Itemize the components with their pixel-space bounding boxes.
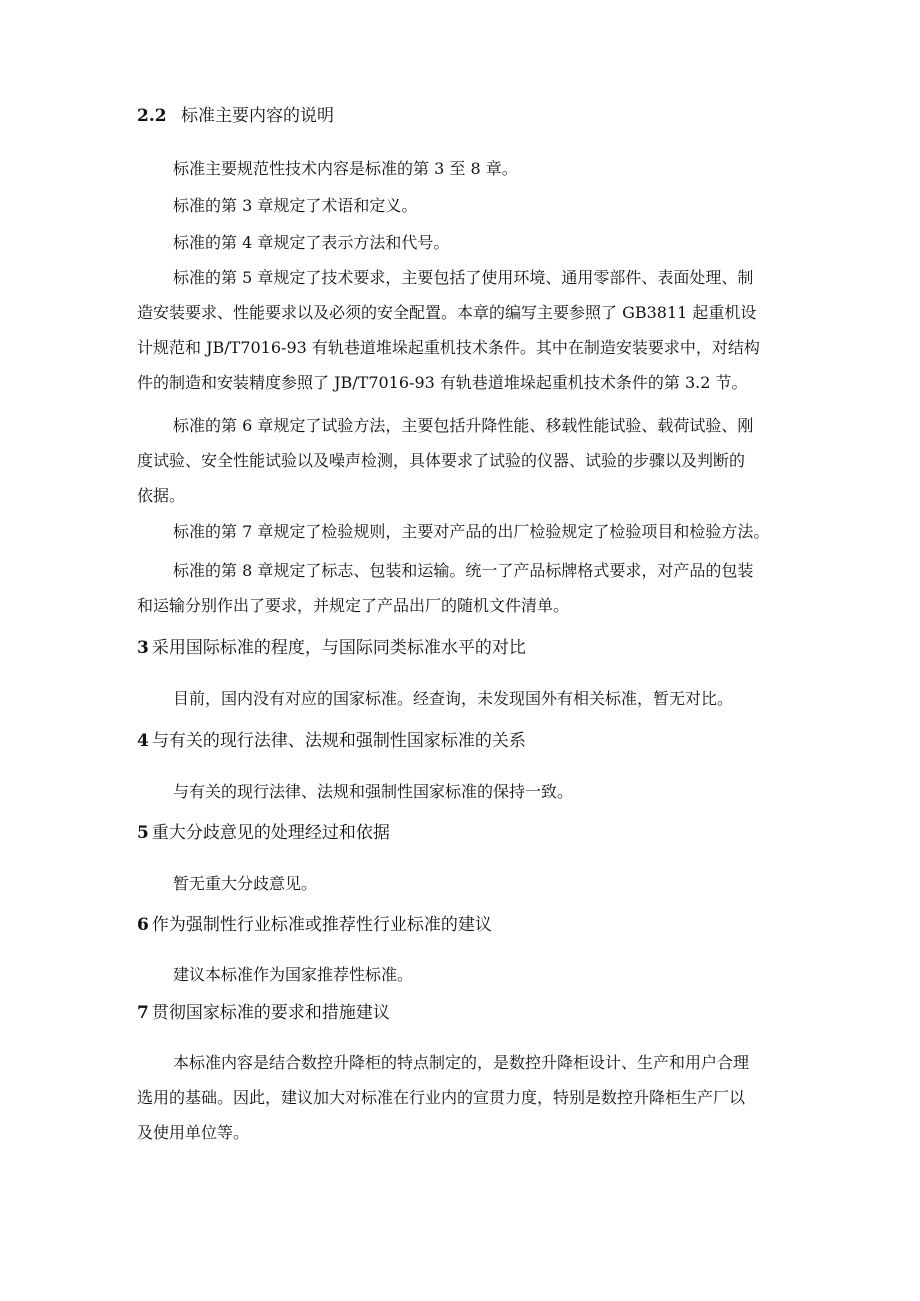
section-4-heading — [137, 730, 526, 752]
section-number: 4 — [137, 731, 149, 751]
section-title: 标准主要内容的说明 — [181, 106, 334, 126]
section-title: 重大分歧意见的处理经过和依据 — [151, 823, 390, 843]
paragraph-line: 标准的第 8 章规定了标志、包装和运输。统一了产品标牌格式要求，对产品的包装 — [173, 561, 754, 580]
paragraph: 与有关的现行法律、法规和强制性国家标准的保持一致。 — [173, 782, 574, 801]
section-title: 与有关的现行法律、法规和强制性国家标准的关系 — [151, 731, 526, 751]
section-title: 作为强制性行业标准或推荐性行业标准的建议 — [151, 915, 492, 935]
paragraph: 标准的第 4 章规定了表示方法和代号。 — [173, 233, 450, 252]
paragraph-line: 度试验、安全性能试验以及噪声检测，具体要求了试验的仪器、试验的步骤以及判断的 — [137, 451, 746, 470]
section-number: 2.2 — [137, 106, 167, 126]
paragraph-line: 标准的第 5 章规定了技术要求，主要包括了使用环境、通用零部件、表面处理、制 — [173, 268, 754, 287]
section-2-2-heading — [137, 105, 334, 127]
paragraph: 暂无重大分歧意见。 — [173, 874, 318, 893]
paragraph-line: 本标准内容是结合数控升降柜的特点制定的，是数控升降柜设计、生产和用户合理 — [173, 1053, 750, 1072]
section-number: 6 — [137, 915, 149, 935]
paragraph: 标准的第 7 章规定了检验规则，主要对产品的出厂检验规定了检验项目和检验方法。 — [173, 522, 770, 541]
paragraph: 标准的第 3 章规定了术语和定义。 — [173, 196, 418, 215]
paragraph-line: 标准的第 6 章规定了试验方法，主要包括升降性能、移载性能试验、载荷试验、刚 — [173, 416, 754, 435]
section-6-heading — [137, 914, 492, 936]
paragraph-line: 造安装要求、性能要求以及必须的安全配置。本章的编写主要参照了 GB3811 起重机设 — [137, 303, 757, 322]
section-title: 采用国际标准的程度，与国际同类标准水平的对比 — [151, 638, 526, 658]
section-7-heading — [137, 1002, 390, 1024]
paragraph-line: 及使用单位等。 — [137, 1123, 250, 1142]
paragraph: 目前，国内没有对应的国家标准。经查询，未发现国外有相关标准，暂无对比。 — [173, 689, 734, 708]
paragraph-line: 计规范和 JB/T7016-93 有轨巷道堆垛起重机技术条件。其中在制造安装要求中，对结构 — [137, 338, 760, 357]
paragraph-line: 和运输分别作出了要求，并规定了产品出厂的随机文件清单。 — [137, 596, 570, 615]
section-3-heading — [137, 637, 526, 659]
section-number: 5 — [137, 823, 149, 843]
section-number: 7 — [137, 1003, 149, 1023]
paragraph-line: 件的制造和安装精度参照了 JB/T7016-93 有轨巷道堆垛起重机技术条件的第 3.2 节。 — [137, 373, 748, 392]
section-title: 贯彻国家标准的要求和措施建议 — [151, 1003, 390, 1023]
section-5-heading — [137, 822, 390, 844]
section-number: 3 — [137, 638, 149, 658]
paragraph-line: 依据。 — [137, 486, 186, 505]
paragraph-line: 选用的基础。因此，建议加大对标准在行业内的宣贯力度，特别是数控升降柜生产厂以 — [137, 1088, 746, 1107]
paragraph: 建议本标准作为国家推荐性标准。 — [173, 965, 414, 984]
paragraph: 标准主要规范性技术内容是标准的第 3 至 8 章。 — [173, 159, 518, 178]
